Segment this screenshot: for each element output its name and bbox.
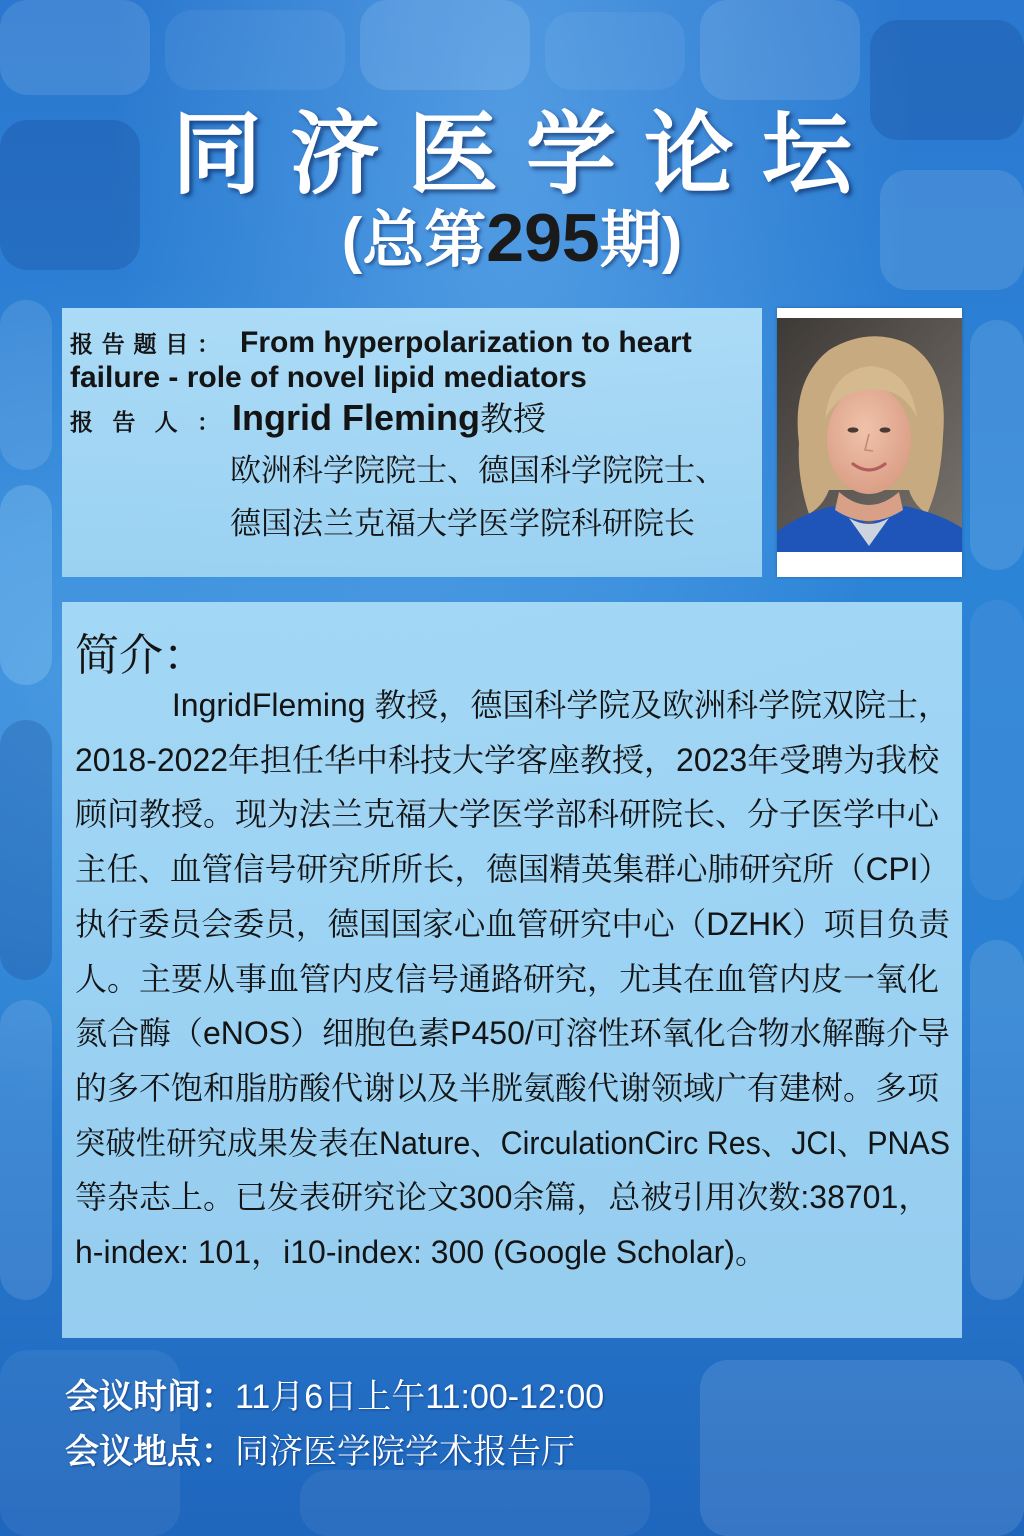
meeting-time-row bbox=[65, 1370, 965, 1425]
talk-topic bbox=[70, 326, 752, 394]
meeting-time: 11月6日上午11:00-12:00 bbox=[235, 1378, 605, 1416]
meeting-info bbox=[65, 1370, 965, 1480]
forum-title: 同济医学论坛 bbox=[172, 105, 880, 205]
biography-line: 的多不饱和脂肪酸代谢以及半胱氨酸代谢领域广有建树。多项 bbox=[75, 1069, 940, 1106]
background-tile bbox=[165, 10, 345, 90]
background-tile bbox=[360, 0, 530, 90]
biography-line: 突破性研究成果发表在Nature、CirculationCirc Res、JCI、PNAS bbox=[75, 1124, 950, 1161]
biography-panel bbox=[62, 602, 962, 1338]
meeting-location-row bbox=[65, 1425, 965, 1480]
biography-line: 主任、血管信号研究所所长，德国精英集群心肺研究所（CPI） bbox=[75, 851, 951, 888]
biography-line: 氮合酶（eNOS）细胞色素P450/可溶性环氧化合物水解酶介导 bbox=[75, 1015, 950, 1052]
background-tile bbox=[0, 485, 52, 685]
background-tile bbox=[970, 600, 1024, 900]
biography-line: 执行委员会委员，德国国家心血管研究中心（DZHK）项目负责 bbox=[75, 905, 950, 942]
speaker-title: 教授 bbox=[480, 400, 546, 437]
speaker-photo-frame bbox=[777, 308, 962, 577]
issue-number: 295 bbox=[486, 200, 600, 276]
photo-eye-left bbox=[848, 427, 859, 432]
issue-suffix: 期) bbox=[599, 206, 683, 275]
biography-line: 顾问教授。现为法兰克福大学医学部科研院长、分子医学中心 bbox=[75, 796, 940, 833]
background-tile bbox=[545, 12, 685, 90]
speaker-photo bbox=[777, 318, 962, 552]
intro-heading: 简介： bbox=[75, 631, 207, 680]
biography-line: 等杂志上。已发表研究论文300余篇，总被引用次数:38701， bbox=[75, 1179, 931, 1216]
background-tile bbox=[970, 320, 1024, 570]
background-tile bbox=[0, 1000, 52, 1300]
speaker-label: 报告人： bbox=[70, 409, 220, 435]
topic-label: 报告题目： bbox=[70, 331, 220, 357]
background-tile bbox=[970, 940, 1024, 1300]
biography-line: h-index: 101，i10-index: 300 (Google Scholar)。 bbox=[75, 1234, 767, 1271]
biography-line: 人。主要从事血管内皮信号通路研究，尤其在血管内皮一氧化 bbox=[75, 960, 940, 997]
biography-line: IngridFleming 教授，德国科学院及欧洲科学院双院士， bbox=[171, 687, 950, 723]
affiliation-line: 德国法兰克福大学医学院科研院长 bbox=[230, 506, 695, 541]
talk-info-panel bbox=[62, 308, 762, 577]
speaker-affiliations bbox=[230, 444, 755, 550]
affiliation-line: 欧洲科学院院士、德国科学院院士、 bbox=[230, 453, 726, 488]
meeting-location: 同济医学院学术报告厅 bbox=[235, 1433, 575, 1471]
speaker-name: Ingrid Fleming bbox=[232, 397, 480, 438]
photo-eye-right bbox=[880, 427, 891, 432]
biography-text bbox=[75, 678, 950, 1280]
background-tile bbox=[0, 300, 52, 470]
background-tile bbox=[0, 720, 52, 980]
background-tile bbox=[0, 0, 150, 95]
topic-text: From hyperpolarization to heart failure - role of novel lipid mediators bbox=[70, 326, 692, 394]
biography-line: 2018-2022年担任华中科技大学客座教授，2023年受聘为我校 bbox=[75, 741, 940, 778]
speaker-row bbox=[70, 398, 760, 438]
issue-prefix: (总第 bbox=[341, 206, 487, 275]
background-tile bbox=[700, 0, 860, 100]
meeting-time-label: 会议时间： bbox=[65, 1378, 235, 1416]
issue-subtitle bbox=[0, 200, 1024, 276]
meeting-location-label: 会议地点： bbox=[65, 1433, 235, 1471]
photo-face bbox=[827, 386, 911, 494]
